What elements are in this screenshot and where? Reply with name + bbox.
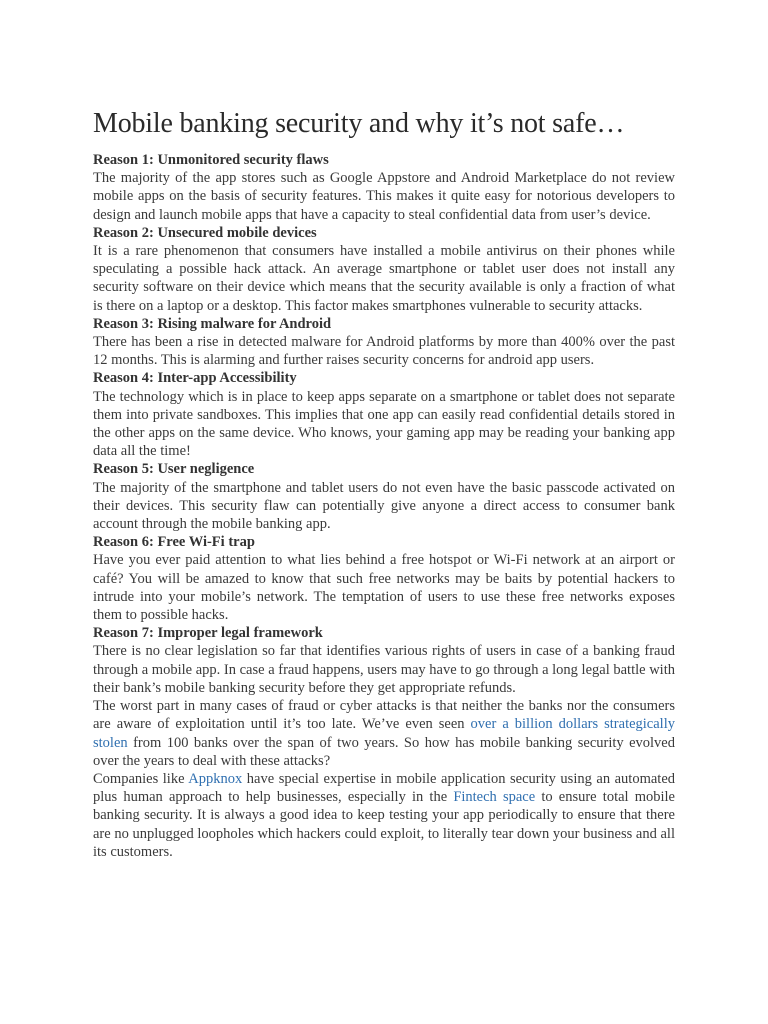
reason-3-heading: Reason 3: Rising malware for Android bbox=[93, 315, 332, 332]
reason-1-text: The majority of the app stores such as Google Appstore and Android Marketplace do not review mobile apps on the basis of security features. This makes it quite easy for notorious developers to design and launch mobile apps that have a capacity to steal confidential data from user’s device. bbox=[93, 170, 675, 223]
closing-paragraph-1 bbox=[93, 697, 675, 770]
reason-6-heading: Reason 6: Free Wi-Fi trap bbox=[93, 534, 255, 551]
closing-1-text-after: from 100 banks over the span of two years. So how has mobile banking security evolved over the years to deal with these attacks? bbox=[93, 734, 675, 769]
reason-4-heading: Reason 4: Inter-app Accessibility bbox=[93, 370, 297, 387]
reason-2-heading: Reason 2: Unsecured mobile devices bbox=[93, 224, 317, 241]
closing-2-text-middle: have special expertise in mobile application security using an automated plus human approach to help businesses, especially in the bbox=[93, 770, 676, 806]
billion-dollars-link[interactable]: over a billion dollars strategically stolen bbox=[93, 716, 675, 751]
reason-2-text: It is a rare phenomenon that consumers have installed a mobile antivirus on their phones while speculating a possible hack attack. An average smartphone or tablet user does not install any security software on their device which means that the security available is only a fraction of what is there on a laptop or a desktop. This factor makes smartphones vulnerable to security attacks. bbox=[93, 243, 675, 314]
closing-1-text-before: The worst part in many cases of fraud or cyber attacks is that neither the banks nor the consumers are aware of exploitation until it’s too late. We’ve even seen bbox=[93, 698, 675, 733]
reason-5-text: The majority of the smartphone and tablet users do not even have the basic passcode activated on their devices. This security flaw can potentially give anyone a direct access to consumer bank account through the mobile banking app. bbox=[93, 479, 675, 533]
reason-3-text: There has been a rise in detected malware for Android platforms by more than 400% over the past 12 months. This is alarming and further raises security concerns for android app users. bbox=[93, 334, 675, 369]
reason-7-heading: Reason 7: Improper legal framework bbox=[93, 625, 323, 642]
fintech-space-link[interactable]: Fintech space bbox=[453, 789, 536, 806]
reason-1-heading: Reason 1: Unmonitored security flaws bbox=[93, 152, 329, 168]
closing-2-text-before: Companies like bbox=[93, 770, 189, 787]
reason-7-text: There is no clear legislation so far that identifies various rights of users in case of a banking fraud through a mobile app. In case a fraud happens, users may have to go through a long legal battle with their bank’s mobile banking security before they get appropriate refunds. bbox=[93, 643, 675, 696]
page-title: Mobile banking security and why it’s not safe… bbox=[93, 108, 625, 139]
document-page bbox=[93, 105, 675, 861]
closing-2-text-after: to ensure total mobile banking security. It is always a good idea to keep testing your app periodically to ensure that there are no unplugged loopholes which hackers could exploit, to literally tear down your business and all its customers. bbox=[93, 789, 675, 860]
reason-6-text: Have you ever paid attention to what lies behind a free hotspot or Wi-Fi network at an airport or café? You will be amazed to know that such free networks may be baits by potential hackers to intrude into your mobile’s network. The temptation of users to use these free networks exposes them to possible hacks. bbox=[93, 552, 675, 624]
closing-paragraph-2 bbox=[93, 770, 675, 861]
reason-5-heading: Reason 5: User negligence bbox=[93, 461, 255, 478]
reason-4-text: The technology which is in place to keep apps separate on a smartphone or tablet does not separate them into private sandboxes. This implies that one app can easily read confidential details stored in the other apps on the same device. Who knows, your gaming app may be reading your banking app data all the time! bbox=[93, 388, 675, 460]
appknox-link[interactable]: Appknox bbox=[188, 770, 243, 787]
